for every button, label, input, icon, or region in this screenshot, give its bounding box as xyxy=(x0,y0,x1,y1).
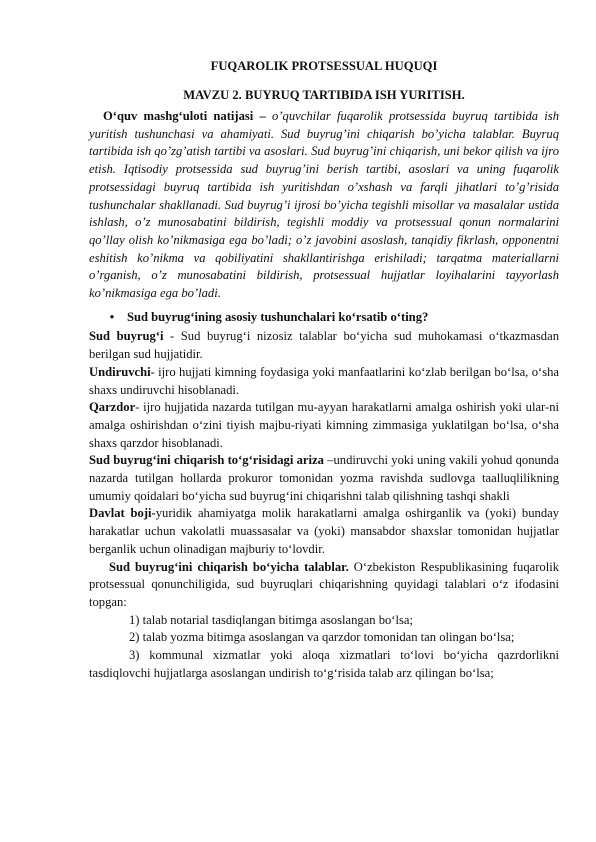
definition-term: Undiruvchi xyxy=(89,364,151,379)
requirement-item: 1) talab notarial tasdiqlangan bitimga asoslangan bo‘lsa; xyxy=(129,612,413,627)
requirements-text: O‘zbekiston Respublikasining fuqarolik protsessual qonunchiligida, sud buyruqlari chiqarishning quyidagi talablari o‘z ifodasini topgan: xyxy=(89,559,559,609)
definition-sud-buyrugi xyxy=(89,328,559,363)
definition-qarzdor xyxy=(89,399,559,452)
definition-text: –undiruvchi yoki uning vakili yohud qonunda nazarda tutilgan hollarda prokuror tomonidan yozma ravishda sudlovga taalluqlilikning umumiy qoidalari bo‘yicha sud buyrug‘ini chiqarishni talab qilishning tashqi shakli xyxy=(89,453,559,503)
definition-term: Davlat boji- xyxy=(89,506,156,521)
bullet-icon: • xyxy=(109,309,115,324)
question-bullet xyxy=(89,309,559,327)
document-title: FUQAROLIK PROTSESSUAL HUQUQI xyxy=(210,59,438,73)
intro-paragraph xyxy=(89,108,559,303)
definition-ariza xyxy=(89,452,559,505)
definition-text: - ijro hujjati kimning foydasiga yoki manfaatlarini ko‘zlab berilgan bo‘lsa, o‘sha shaxs undiruvchi hisoblanadi. xyxy=(89,364,559,397)
intro-text: o’quvchilar fuqarolik protsessida buyruq tartibida ish yuritish tushunchasi va ahamiyati. Sud buyrug’ini chiqarish bo’yicha talablar. Buyruq tartibida ish qo’zg’atish tartibi va asoslari. Sud buyrug’ini chiqarish, uni bekor qilish va ijro etish. Iqtisodiy protsessida sud buyrug’ini berish tartibi, asoslari va uning fuqarolik protsessidagi buyruq tartibida ish yuritishdan o’xshash va farqli jihatlari to’g’risida tushunchalar shakllanadi. Sud buyrug’i ijrosi bo’yicha tegishli misollar va masalalar ustida ishlash, o’z munosabatini bildirish, tegishli moddiy va protsessual qonun normalarini qo’llay olish ko’nikmasiga ega bo’ladi; o’z javobini asoslash, tanqidiy fikrlash, opponentni eshitish ko’nikma va qobiliyatini shakllantirishga erishiladi; tarqatma materiallarni o’rganish, o’z munosabatini bildirish, protsessual hujjatlar loyihalarini tayyorlash ko’nikmasiga ega bo’ladi. xyxy=(89,109,559,301)
definition-text: - Sud buyrug‘i nizosiz talablar bo‘yicha sud muhokamasi o‘tkazmasdan berilgan sud hujjatidir. xyxy=(89,329,559,362)
definition-undiruvchi xyxy=(89,364,559,399)
topic-title: MAVZU 2. BUYRUQ TARTIBIDA ISH YURITISH. xyxy=(183,88,465,102)
requirements-term: Sud buyrug‘ini chiqarish bo‘yicha talablar. xyxy=(109,559,349,574)
definition-term: Sud buyrug‘i xyxy=(89,329,164,344)
definition-text: yuridik ahamiyatga molik harakatlarni amalga oshirganlik va (yoki) bunday harakatlar uchun vakolatli muassasalar va (yoki) mansabdor shaxslar tomonidan hujjatlar berganlik uchun olinadigan majburiy to‘lovdir. xyxy=(89,506,559,556)
requirement-item: 3) kommunal xizmatlar yoki aloqa xizmatlari to‘lovi bo‘yicha qazrdorlikni tasdiqlovchi hujjatlarga asoslangan undirish to‘g‘risida talab arz qilingan bo‘lsa; xyxy=(89,648,559,680)
definition-text: - ijro hujjatida nazarda tutilgan mu-ayyan harakatlarni amalga oshirish yoki ular-ni amalga oshirishdan o‘zini tiyish majbu-riyati kimning zimmasiga yuklatilgan bo‘lsa, o‘sha shaxs qarzdor hisoblanadi. xyxy=(89,400,559,450)
definition-term: Sud buyrug‘ini chiqarish to‘g‘risidagi ariza xyxy=(89,453,324,468)
definition-term: Qarzdor xyxy=(89,400,136,415)
document-page xyxy=(89,58,559,683)
requirements-paragraph xyxy=(89,559,559,612)
intro-lead: O‘quv mashg‘uloti natijasi – xyxy=(103,109,266,123)
definition-davlat-boji xyxy=(89,505,559,558)
requirement-item: 2) talab yozma bitimga asoslangan va qarzdor tomonidan tan olingan bo‘lsa; xyxy=(129,630,515,645)
bullet-text: Sud buyrug‘ining asosiy tushunchalari ko‘rsatib o‘ting? xyxy=(127,309,429,324)
